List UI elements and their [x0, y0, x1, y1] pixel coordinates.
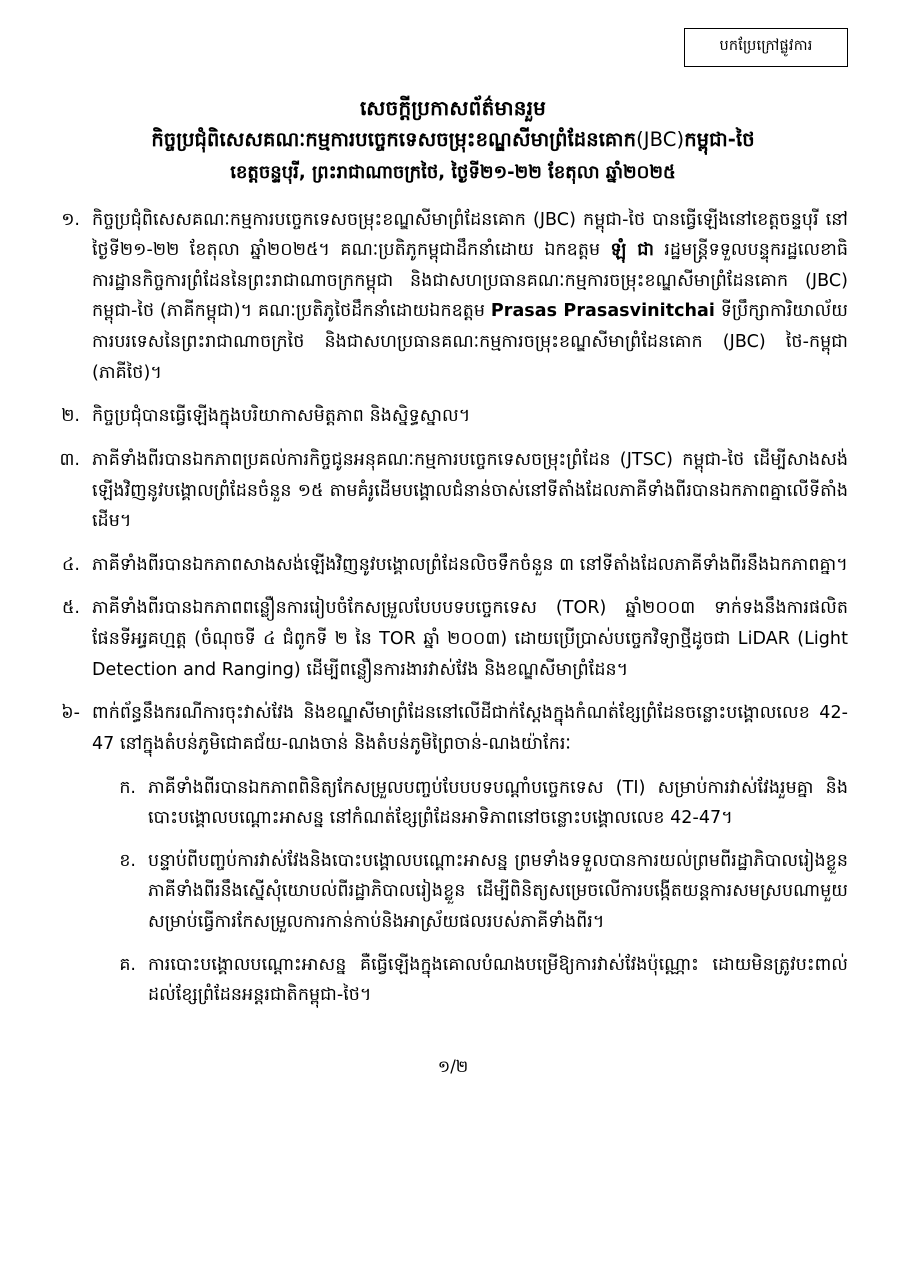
paragraph-3-number: ៣. [59, 449, 80, 470]
sub-item-ka-text: ភាគីទាំងពីរបានឯកភាពពិនិត្យកែសម្រួលបញ្ចប់បែបបទបណ្ដាំបច្ចេកទេស (TI) សម្រាប់ការវាស់វែងរួមគ្នា និងបោះបង្គោលបណ្ដោះអាសន្ន នៅកំណត់ខ្សែព្រំដែនអាទិភាពនៅចន្លោះបង្គោលលេខ 42-47។ [148, 777, 848, 829]
paragraph-1-seg-1: ឡុំ ជា [610, 240, 654, 261]
title-line-3: ខេត្តចន្ទបុរី, ព្រះរាជាណាចក្រថៃ, ថ្ងៃទី២១-២២ ខែតុលា ឆ្នាំ២០២៥ [230, 161, 676, 183]
title-line-2 [58, 125, 848, 155]
paragraph-5-text: ភាគីទាំងពីរបានឯកភាពពន្លឿនការរៀបចំកែសម្រួលបែបបទបច្ចេកទេស (TOR) ឆ្នាំ២០០៣ ទាក់ទងនឹងការផលិតផែនទីអរ្ធគហ្មត្ត (ចំណុចទី ៤ ជំពូកទី ២ នៃ TOR ឆ្នាំ ២០០៣) ដោយប្រើប្រាស់បច្ចេកវិទ្យាថ្មីដូចជា LiDAR (Light Detection and Ranging) ដើម្បីពន្លឿនការងារវាស់វែង និងខណ្ឌសីមាព្រំដែន។ [92, 598, 848, 680]
unofficial-translation-stamp: បកប្រែក្រៅផ្លូវការ [684, 28, 848, 67]
paragraph-4 [58, 550, 848, 581]
sub-item-kha-text: បន្ទាប់ពីបញ្ចប់ការវាស់វែងនិងបោះបង្គោលបណ្ដោះអាសន្ន ព្រមទាំងទទួលបានការយល់ព្រមពីរដ្ឋាភិបាលរៀងខ្លួន ភាគីទាំងពីរនឹងស្នើសុំយោបល់ពីរដ្ឋាភិបាលរៀងខ្លួន ដើម្បីពិនិត្យសម្រេចលើការបង្កើតយន្តការសមស្របណាមួយ សម្រាប់ធ្វើការកែសម្រួលការកាន់កាប់និងអាស្រ័យផលរបស់ភាគីទាំងពីរ។ [148, 850, 848, 932]
page-number: ១/២ [437, 1056, 469, 1076]
paragraph-6 [58, 698, 848, 759]
sub-item-kha [116, 846, 848, 938]
paragraph-2-text: កិច្ចប្រជុំបានធ្វើឡើងក្នុងបរិយាកាសមិត្តភាព និងស្និទ្ធស្នាល។ [92, 406, 471, 427]
paragraph-1 [58, 205, 848, 389]
paragraph-5-number: ៥. [62, 598, 80, 619]
paragraph-1-seg-2: រដ្ឋមន្ត្រីទទួលបន្ទុករដ្ឋលេខាធិការដ្ឋានកិច្ចការព្រំដែននៃព្រះរាជាណាចក្រកម្ពុជា និងជាសហប្រធានគណៈកម្មការចម្រុះខណ្ឌសីមាព្រំដែនគោក (JBC) កម្ពុជា-ថៃ (ភាគីកម្ពុជា)។ គណៈប្រតិភូថៃដឹកនាំដោយឯកឧត្តម [92, 240, 848, 322]
paragraph-1-seg-3: Prasas Prasasvinitchai [490, 301, 715, 322]
paragraph-2 [58, 401, 848, 432]
sub-item-ko-number: គ. [119, 954, 136, 975]
paragraph-1-seg-4: ទីប្រឹក្សាការិយាល័យការបរទេសនៃព្រះរាជាណាចក្រថៃ និងជាសហប្រធានគណៈកម្មការចម្រុះខណ្ឌសីមាព្រំដែនគោក (JBC) ថៃ-កម្ពុជា (ភាគីថៃ)។ [92, 301, 848, 383]
document-body [58, 205, 848, 1011]
paragraph-1-number: ១. [61, 209, 80, 230]
paragraph-1-text [92, 205, 848, 389]
paragraph-6-number: ៦- [61, 703, 80, 724]
paragraph-6-sublist [58, 773, 848, 1011]
title-line-2-part-a: កិច្ចប្រជុំពិសេសគណៈកម្មការបច្ចេកទេសចម្រុះខណ្ឌសីមាព្រំដែនគោក [151, 128, 637, 152]
paragraph-3 [58, 445, 848, 537]
paragraph-5 [58, 593, 848, 685]
paragraph-2-number: ២. [61, 406, 80, 427]
title-line-2-acronym: (JBC) [636, 128, 685, 152]
paragraph-4-number: ៤. [62, 554, 80, 575]
stamp-row [58, 28, 848, 67]
sub-item-ka [116, 773, 848, 834]
sub-item-ka-number: ក. [119, 777, 136, 798]
paragraph-6-text: ពាក់ព័ន្ធនឹងករណីការចុះវាស់វែង និងខណ្ឌសីមាព្រំដែននៅលើដីជាក់ស្ដែងក្នុងកំណត់ខ្សែព្រំដែនចន្លោះបង្គោលលេខ 42-47 នៅក្នុងតំបន់ភូមិជោគជ័យ-ណងចាន់ និងតំបន់ភូមិព្រៃចាន់-ណងយ៉ាកែរៈ [92, 703, 848, 754]
sub-item-ko-text: ការបោះបង្គោលបណ្ដោះអាសន្ន គឺធ្វើឡើងក្នុងគោលបំណងបម្រើឱ្យការវាស់វែងប៉ុណ្ណោះ ដោយមិនត្រូវបះពាល់ដល់ខ្សែព្រំដែនអន្តរជាតិកម្ពុជា-ថៃ។ [148, 954, 848, 1006]
title-line-2-part-b: កម្ពុជា-ថៃ [684, 128, 755, 152]
sub-item-kha-number: ខ. [119, 850, 136, 871]
paragraph-1-seg-0: កិច្ចប្រជុំពិសេសគណៈកម្មការបច្ចេកទេសចម្រុះខណ្ឌសីមាព្រំដែនគោក (JBC) កម្ពុជា-ថៃ បានធ្វើឡើងនៅខេត្តចន្ទបុរី នៅថ្ងៃទី២១-២២ ខែតុលា ឆ្នាំ២០២៥។ គណៈប្រតិភូកម្ពុជាដឹកនាំដោយ ឯកឧត្តម [92, 209, 848, 261]
document-title-block [58, 93, 848, 186]
paragraph-4-text: ភាគីទាំងពីរបានឯកភាពសាងសង់ឡើងវិញនូវបង្គោលព្រំដែនលិចទឹកចំនួន ៣ នៅទីតាំងដែលភាគីទាំងពីរនឹងឯកភាពគ្នា។ [92, 554, 848, 575]
title-line-1: សេចក្ដីប្រកាសព័ត៌មានរួម [359, 96, 547, 121]
paragraph-3-text: ភាគីទាំងពីរបានឯកភាពប្រគល់ការកិច្ចជូនអនុគណៈកម្មការបច្ចេកទេសចម្រុះព្រំដែន (JTSC) កម្ពុជា-ថៃ ដើម្បីសាងសង់ឡើងវិញនូវបង្គោលព្រំដែនចំនួន ១៥ តាមគំរូដើមបង្គោលជំនាន់ចាស់នៅទីតាំងដែលភាគីទាំងពីរបានឯកភាពគ្នាលើទីតាំងដើម។ [92, 449, 848, 532]
sub-item-ko [116, 950, 848, 1011]
